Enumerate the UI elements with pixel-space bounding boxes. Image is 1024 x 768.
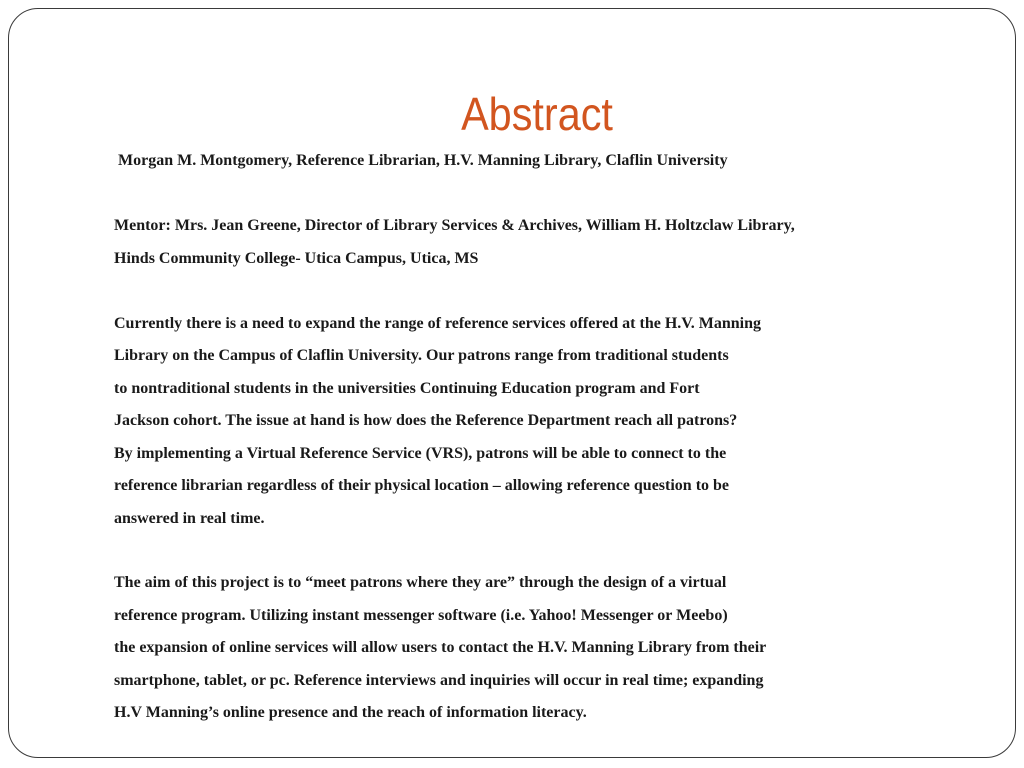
paragraph-line: to nontraditional students in the universities Continuing Education program and Fort [114,380,700,397]
mentor-line: Hinds Community College- Utica Campus, Utica, MS [114,250,479,267]
paragraph-line: the expansion of online services will allow users to contact the H.V. Manning Library from their [114,639,767,656]
paragraph-line: smartphone, tablet, or pc. Reference interviews and inquiries will occur in real time; expanding [114,672,764,689]
mentor-line: Mentor: Mrs. Jean Greene, Director of Library Services & Archives, William H. Holtzclaw Library, [114,217,795,234]
slide-title: Abstract [461,88,613,140]
paragraph-line: The aim of this project is to “meet patrons where they are” through the design of a virtual [114,574,727,591]
paragraph-line: reference program. Utilizing instant messenger software (i.e. Yahoo! Messenger or Meebo) [114,607,728,624]
author-line: Morgan M. Montgomery, Reference Librarian, H.V. Manning Library, Claflin University [118,152,728,169]
paragraph-line: By implementing a Virtual Reference Service (VRS), patrons will be able to connect to the [114,445,727,462]
paragraph-line: answered in real time. [114,510,265,527]
paragraph-line: Library on the Campus of Claflin University. Our patrons range from traditional students [114,347,729,364]
paragraph-line: Jackson cohort. The issue at hand is how does the Reference Department reach all patrons? [114,412,738,429]
paragraph-line: reference librarian regardless of their physical location – allowing reference question to be [114,477,730,494]
paragraph-line: Currently there is a need to expand the range of reference services offered at the H.V. Manning [114,315,762,332]
paragraph-line: H.V Manning’s online presence and the reach of information literacy. [114,704,587,721]
